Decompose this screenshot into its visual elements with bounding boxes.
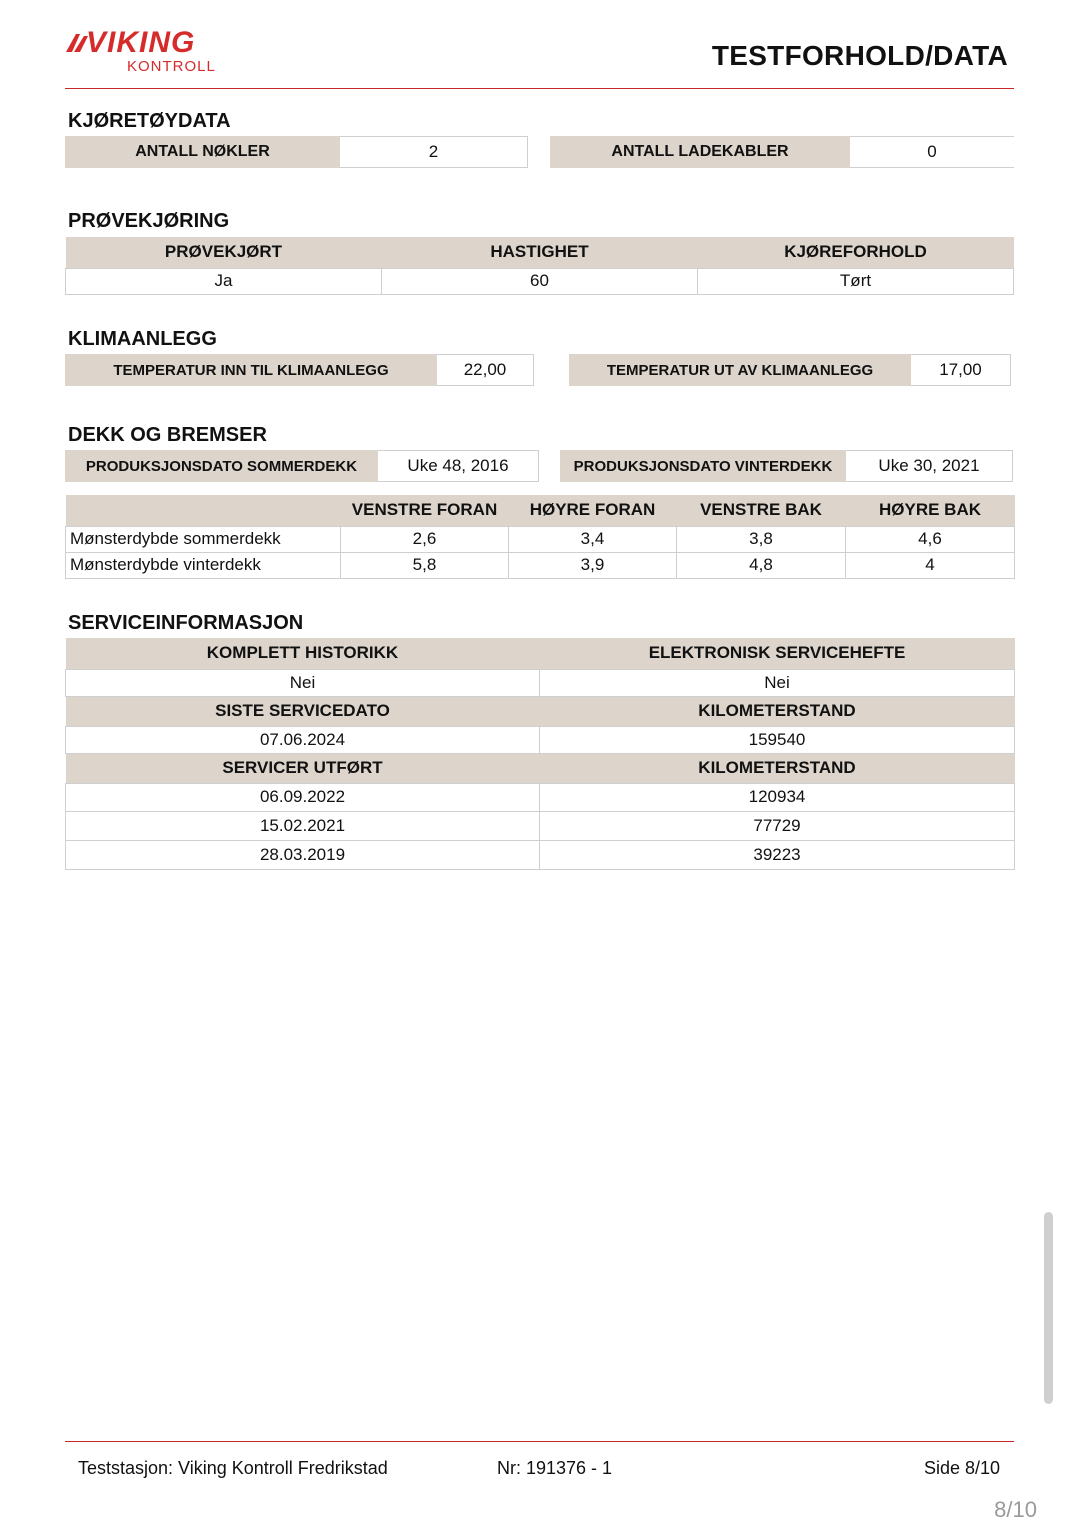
row-label: Mønsterdybde vinterdekk (66, 552, 341, 578)
cables-label: ANTALL LADEKABLER (550, 136, 850, 168)
summer-date-label: PRODUKSJONSDATO SOMMERDEKK (65, 450, 378, 482)
header-divider (65, 88, 1014, 89)
column-header: HØYRE BAK (846, 495, 1015, 526)
winter-date-label: PRODUKSJONSDATO VINTERDEKK (560, 450, 846, 482)
temp-out-field (569, 354, 1011, 386)
last-service-km: 159540 (540, 726, 1015, 753)
service-date: 15.02.2021 (66, 811, 540, 840)
footer-number: Nr: 191376 - 1 (497, 1458, 613, 1478)
keys-value: 2 (340, 136, 528, 168)
winter-date-field (560, 450, 1013, 482)
table-row (66, 552, 1015, 578)
service-km: 77729 (540, 811, 1015, 840)
service-date: 06.09.2022 (66, 783, 540, 811)
service-km: 39223 (540, 840, 1015, 869)
table-cell: 4,6 (846, 526, 1015, 552)
column-header: SISTE SERVICEDATO (66, 696, 540, 726)
temp-in-label: TEMPERATUR INN TIL KLIMAANLEGG (65, 354, 437, 386)
column-header: KILOMETERSTAND (540, 753, 1015, 783)
summer-date-value: Uke 48, 2016 (378, 450, 539, 482)
last-service-date: 07.06.2024 (66, 726, 540, 753)
service-header-row (66, 638, 1015, 669)
table-cell: 3,8 (677, 526, 846, 552)
footer-page: Side 8/10 (923, 1458, 1000, 1478)
cables-value: 0 (850, 136, 1014, 168)
keys-field (65, 136, 528, 168)
test-driven-value: Ja (66, 268, 382, 294)
service-heading: SERVICEINFORMASJON (68, 612, 304, 634)
table-row (66, 268, 1014, 294)
climate-heading: KLIMAANLEGG (68, 328, 217, 350)
column-header: HASTIGHET (382, 237, 698, 268)
logo-text: VIKING (86, 26, 196, 59)
test-drive-header-row (66, 237, 1014, 268)
footer-divider (65, 1441, 1014, 1442)
blank-header (66, 495, 341, 526)
test-drive-table (65, 237, 1014, 295)
column-header: KOMPLETT HISTORIKK (66, 638, 540, 669)
table-row (66, 526, 1015, 552)
logo-subtext: KONTROLL (127, 58, 216, 75)
tread-depth-table (65, 495, 1015, 579)
column-header: KJØREFORHOLD (698, 237, 1014, 268)
viking-logo (64, 28, 214, 78)
service-km: 120934 (540, 783, 1015, 811)
table-row (66, 726, 1015, 753)
table-row (66, 669, 1015, 696)
temp-out-value: 17,00 (911, 354, 1011, 386)
tires-heading: DEKK OG BREMSER (68, 424, 267, 446)
cables-field (550, 136, 1014, 168)
table-cell: 3,4 (509, 526, 677, 552)
table-cell: 2,6 (341, 526, 509, 552)
table-cell: 4 (846, 552, 1015, 578)
row-label: Mønsterdybde sommerdekk (66, 526, 341, 552)
tread-header-row (66, 495, 1015, 526)
column-header: SERVICER UTFØRT (66, 753, 540, 783)
ebook-value: Nei (540, 669, 1015, 696)
column-header: PRØVEKJØRT (66, 237, 382, 268)
column-header: ELEKTRONISK SERVICEHEFTE (540, 638, 1015, 669)
temp-in-field (65, 354, 534, 386)
table-row (66, 840, 1015, 869)
summer-date-field (65, 450, 539, 482)
service-table (65, 638, 1015, 870)
temp-in-value: 22,00 (437, 354, 534, 386)
history-value: Nei (66, 669, 540, 696)
footer-station: Teststasjon: Viking Kontroll Fredrikstad (78, 1458, 388, 1478)
column-header: VENSTRE BAK (677, 495, 846, 526)
page-indicator: 8/10 (994, 1497, 1037, 1522)
temp-out-label: TEMPERATUR UT AV KLIMAANLEGG (569, 354, 911, 386)
table-cell: 3,9 (509, 552, 677, 578)
column-header: VENSTRE FORAN (341, 495, 509, 526)
column-header: HØYRE FORAN (509, 495, 677, 526)
vehicle-heading: KJØRETØYDATA (68, 110, 231, 132)
page-title: TESTFORHOLD/DATA (711, 40, 1008, 71)
driving-conditions-value: Tørt (698, 268, 1014, 294)
table-cell: 5,8 (341, 552, 509, 578)
table-cell: 4,8 (677, 552, 846, 578)
test-drive-heading: PRØVEKJØRING (68, 210, 230, 232)
service-date: 28.03.2019 (66, 840, 540, 869)
vertical-scrollbar[interactable] (1044, 1212, 1053, 1404)
keys-label: ANTALL NØKLER (65, 136, 340, 168)
service-header-row (66, 753, 1015, 783)
speed-value: 60 (382, 268, 698, 294)
winter-date-value: Uke 30, 2021 (846, 450, 1013, 482)
column-header: KILOMETERSTAND (540, 696, 1015, 726)
table-row (66, 811, 1015, 840)
table-row (66, 783, 1015, 811)
service-header-row (66, 696, 1015, 726)
